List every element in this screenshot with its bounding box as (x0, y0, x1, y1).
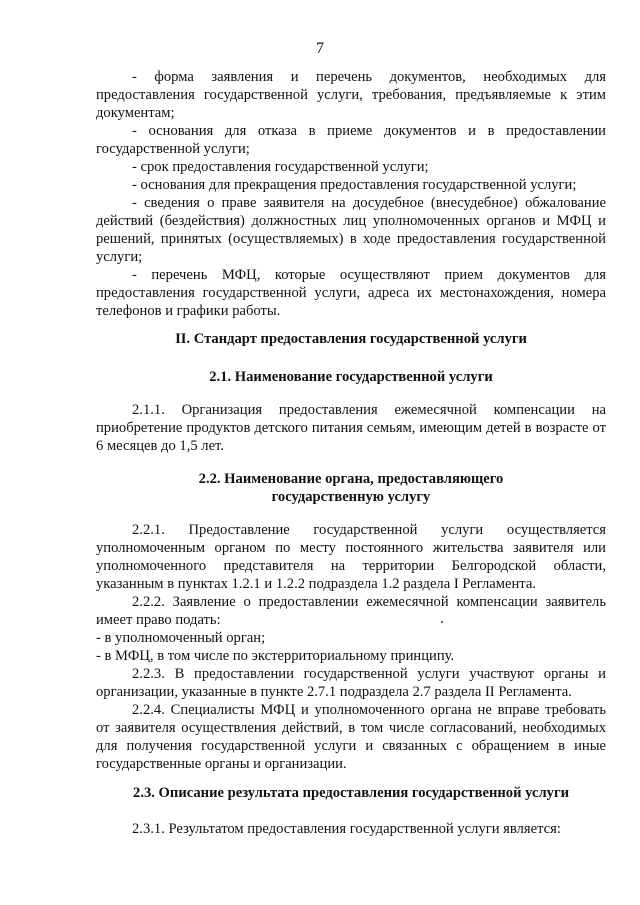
list-item: - основания для прекращения предоставления государственной услуги; (132, 177, 577, 193)
list-item: - в МФЦ, в том числе по экстерриториальному принципу. (96, 648, 455, 664)
subsection-2-3-heading-block (96, 784, 606, 802)
paragraph: 2.1.1. Организация предоставления ежемесячной компенсации на приобретение продуктов детского питания семьям, имеющим детей в возрасте от 6 месяцев до 1,5 лет. (96, 402, 606, 454)
subsection-heading: 2.1. Наименование государственной услуги (209, 369, 493, 385)
list-item: - срок предоставления государственной услуги; (132, 159, 429, 175)
list-item: - сведения о праве заявителя на досудебное (внесудебное) обжалование действий (бездействия) должностных лиц уполномоченных органов и МФЦ и решений, принятых (осуществляемых) в ходе предоставления государственной услуги; (96, 195, 606, 265)
section-heading: II. Стандарт предоставления государственной услуги (175, 331, 527, 347)
subsection-2-2-heading-block (96, 470, 606, 506)
subsection-2-2-body (96, 521, 606, 773)
scan-speck (441, 621, 443, 623)
list-item: - основания для отказа в приеме документов и в предоставлении государственной услуги; (96, 123, 606, 157)
subsection-heading: 2.3. Описание результата предоставления государственной услуги (133, 785, 569, 801)
section-ii-heading-block (96, 330, 606, 348)
intro-list (96, 68, 606, 320)
paragraph-2-3-1-block (96, 820, 606, 838)
paragraph: 2.3.1. Результатом предоставления государственной услуги является: (132, 821, 561, 837)
list-item: - форма заявления и перечень документов, необходимых для предоставления государственной услуги, требования, предъявляемые к этим документам; (96, 69, 606, 121)
paragraph: 2.2.2. Заявление о предоставлении ежемесячной компенсации заявитель имеет право подать: (96, 594, 606, 628)
subsection-heading-line-2: государственную услугу (271, 489, 431, 505)
list-item: - перечень МФЦ, которые осуществляют прием документов для предоставления государственной услуги, адреса их местонахождения, номера телефонов и графики работы. (96, 267, 606, 319)
paragraph: 2.2.4. Специалисты МФЦ и уполномоченного органа не вправе требовать от заявителя осуществления действий, в том числе согласований, необходимых для получения государственной услуги и связанных с обращением в иные государственные органы и организации. (96, 702, 606, 772)
subsection-2-1-heading-block (96, 368, 606, 386)
paragraph: 2.2.3. В предоставлении государственной услуги участвуют органы и организации, указанные в пункте 2.7.1 подраздела 2.7 раздела II Регламента. (96, 666, 606, 700)
subsection-heading-line-1: 2.2. Наименование органа, предоставляющего (198, 471, 504, 487)
list-item: - в уполномоченный орган; (96, 630, 266, 646)
page-number: 7 (316, 40, 324, 57)
paragraph: 2.2.1. Предоставление государственной услуги осуществляется уполномоченным органом по месту постоянного жительства заявителя или уполномоченного представителя на территории Белгородской области, указанным в пунктах 1.2.1 и 1.2.2 подраздела 1.2 раздела I Регламента. (96, 522, 606, 592)
paragraph-2-1-1-block (96, 401, 606, 455)
